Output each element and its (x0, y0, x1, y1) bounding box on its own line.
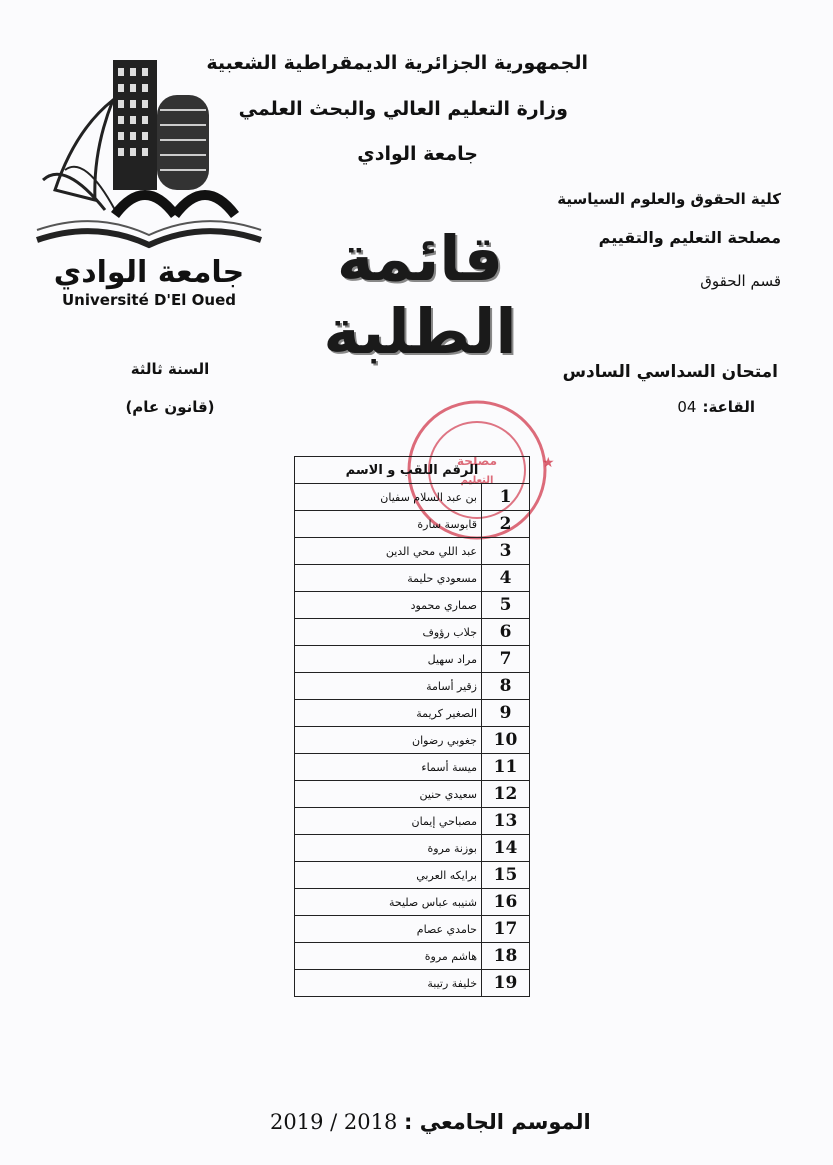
republic-heading: الجمهورية الجزائرية الديمقراطية الشعبية (206, 52, 588, 74)
student-number: 9 (482, 700, 530, 727)
student-name: خليفة رتيبة (295, 970, 482, 997)
table-row (295, 835, 530, 862)
student-number: 16 (482, 889, 530, 916)
student-name: برايكه العربي (295, 862, 482, 889)
table-row (295, 808, 530, 835)
student-number: 5 (482, 592, 530, 619)
study-year: السنة ثالثة (130, 360, 210, 378)
academic-years: 2019 / 2018 (270, 1110, 398, 1134)
faculty-name: كلية الحقوق والعلوم السياسية (557, 190, 781, 208)
exam-label: امتحان السداسي السادس (562, 362, 778, 382)
table-row (295, 646, 530, 673)
student-name: شنيبه عباس صليحة (295, 889, 482, 916)
table-row (295, 970, 530, 997)
room-number: 04 (677, 398, 697, 416)
academic-season-label: الموسم الجامعي : (404, 1110, 591, 1134)
table-row (295, 700, 530, 727)
student-number: 10 (482, 727, 530, 754)
student-number: 4 (482, 565, 530, 592)
student-number: 13 (482, 808, 530, 835)
student-name: هاشم مروة (295, 943, 482, 970)
student-number: 19 (482, 970, 530, 997)
table-row (295, 538, 530, 565)
student-name: صماري محمود (295, 592, 482, 619)
student-name: عبد اللي محي الدين (295, 538, 482, 565)
student-name: بوزنة مروة (295, 835, 482, 862)
ministry-heading: وزارة التعليم العالي والبحث العلمي (238, 98, 568, 120)
student-name: جغوبي رضوان (295, 727, 482, 754)
page-title: قائمة الطلبة (323, 222, 517, 368)
university-heading: جامعة الوادي (357, 143, 478, 165)
table-row (295, 781, 530, 808)
student-name: حامدي عصام (295, 916, 482, 943)
student-number: 18 (482, 943, 530, 970)
specialty: (قانون عام) (125, 398, 215, 416)
logo-french-name: Université D'El Oued (62, 291, 236, 309)
students-table (294, 456, 530, 997)
student-number: 1 (482, 484, 530, 511)
student-number: 8 (482, 673, 530, 700)
table-row (295, 916, 530, 943)
student-number: 15 (482, 862, 530, 889)
student-name: مراد سهيل (295, 646, 482, 673)
student-name: جلاب رؤوف (295, 619, 482, 646)
table-row (295, 592, 530, 619)
table-row (295, 619, 530, 646)
student-number: 7 (482, 646, 530, 673)
university-logo (35, 50, 263, 312)
student-name: قابوسة سارة (295, 511, 482, 538)
svg-text:التعليم: التعليم (460, 475, 494, 486)
student-name: زقير أسامة (295, 673, 482, 700)
department-name: قسم الحقوق (700, 272, 781, 290)
student-name: مصباحي إيمان (295, 808, 482, 835)
svg-text:★: ★ (542, 455, 555, 471)
student-number: 2 (482, 511, 530, 538)
student-name: سعيدي حنين (295, 781, 482, 808)
student-number: 3 (482, 538, 530, 565)
student-number: 11 (482, 754, 530, 781)
table-row (295, 862, 530, 889)
table-row (295, 727, 530, 754)
logo-arabic-name: جامعة الوادي (53, 255, 245, 290)
student-number: 14 (482, 835, 530, 862)
table-row (295, 673, 530, 700)
student-number: 17 (482, 916, 530, 943)
table-row (295, 943, 530, 970)
student-name: بن عبد السلام سفيان (295, 484, 482, 511)
student-name: الصغير كريمة (295, 700, 482, 727)
service-name: مصلحة التعليم والتقييم (598, 228, 781, 247)
student-name: مسعودي حليمة (295, 565, 482, 592)
student-number: 6 (482, 619, 530, 646)
table-row (295, 565, 530, 592)
table-row (295, 484, 530, 511)
room-info (677, 398, 755, 416)
student-number: 12 (482, 781, 530, 808)
table-row (295, 754, 530, 781)
table-row (295, 889, 530, 916)
student-name: ميسة أسماء (295, 754, 482, 781)
table-header: الرقم اللقب و الاسم (295, 457, 530, 484)
room-label: القاعة: (702, 398, 755, 416)
svg-text:مصلحة: مصلحة (456, 454, 498, 468)
table-row (295, 511, 530, 538)
academic-season (270, 1110, 591, 1134)
